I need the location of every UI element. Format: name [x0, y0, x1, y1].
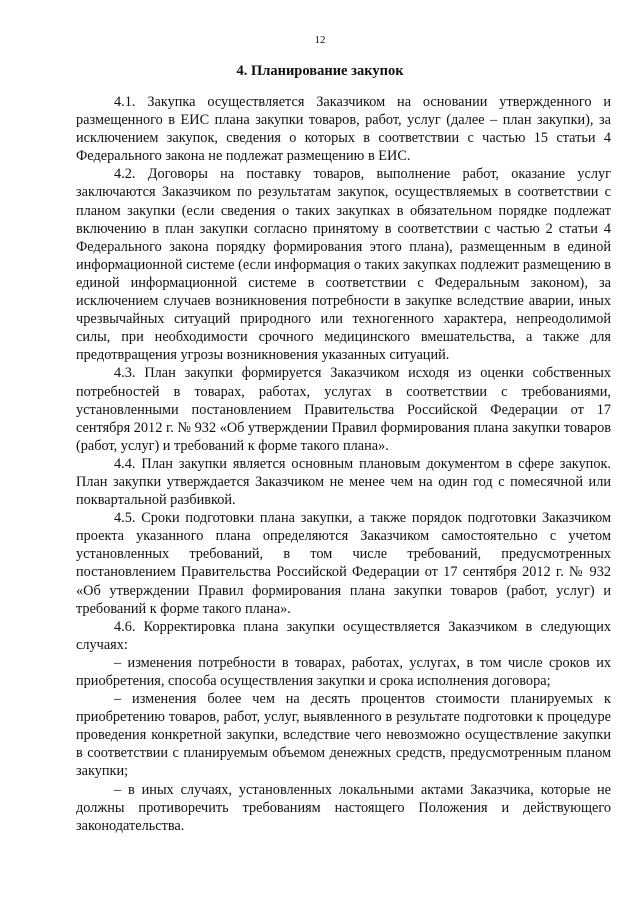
page-number: 12 — [314, 34, 326, 46]
list-item-other-cases: – в иных случаях, установленных локальными актами Заказчика, которые не должны противоречить требованиям настоящего Положения и действующего законодательства. — [76, 781, 611, 834]
section-body — [76, 93, 611, 835]
paragraph-4-2: 4.2. Договоры на поставку товаров, выполнение работ, оказание услуг заключаются Заказчиком по результатам закупок, осуществляемых в соответствии с планом закупки (если сведения о таких закупках в обязательном порядке подлежат включению в план закупки согласно принятому в соответствии с частью 2 статьи 4 Федерального закона порядку формирования этого плана), размещенным в единой информационной системе (если информация о таких закупках подлежит размещению в единой информационной системе в соответствии с Федеральным законом), за исключением случаев возникновения потребности в закупке вследствие аварии, иных чрезвычайных ситуаций природного или техногенного характера, непреодолимой силы, при необходимости срочного медицинского вмешательства, а также для предотвращения угрозы возникновения указанных ситуаций. — [76, 166, 611, 364]
paragraph-4-5: 4.5. Сроки подготовки плана закупки, а также порядок подготовки Заказчиком проекта указанного плана определяются Заказчиком самостоятельно с учетом установленных требований, в том числе требований, предусмотренных постановлением Правительства Российской Федерации от 17 сентября 2012 г. № 932 «Об утверждении Правил формирования плана закупки товаров (работ, услуг) и требований к форме такого плана». — [76, 510, 611, 617]
paragraph-4-1: 4.1. Закупка осуществляется Заказчиком на основании утвержденного и размещенного в ЕИС плана закупки товаров, работ, услуг (далее – план закупки), за исключением закупок, сведения о которых в соответствии с частью 15 статьи 4 Федерального закона не подлежат размещению в ЕИС. — [76, 94, 611, 165]
paragraph-4-3: 4.3. План закупки формируется Заказчиком исходя из оценки собственных потребностей в товарах, работах, услугах в соответствии с требованиями, установленными постановлением Правительства Российской Федерации от 17 сентября 2012 г. № 932 «Об утверждении Правил формирования плана закупки товаров (работ, услуг) и требований к форме такого плана». — [76, 365, 611, 454]
section-title: 4. Планирование закупок — [236, 63, 404, 79]
list-item-cost-change: – изменения более чем на десять процентов стоимости планируемых к приобретению товаров, работ, услуг, выявленного в результате подготовки к процедуре проведения конкретной закупки, вследствие чего невозможно осуществление закупки в соответствии с планируемым объемом денежных средств, предусмотренным планом закупки; — [76, 691, 611, 780]
list-item-demand-change: – изменения потребности в товарах, работах, услугах, в том числе сроков их приобретения, способа осуществления закупки и срока исполнения договора; — [76, 654, 611, 689]
paragraph-4-4: 4.4. План закупки является основным плановым документом в сфере закупок. План закупки утверждается Заказчиком не менее чем на один год с помесячной или поквартальной разбивкой. — [76, 455, 611, 509]
paragraph-4-6: 4.6. Корректировка плана закупки осуществляется Заказчиком в следующих случаях: — [76, 618, 611, 653]
